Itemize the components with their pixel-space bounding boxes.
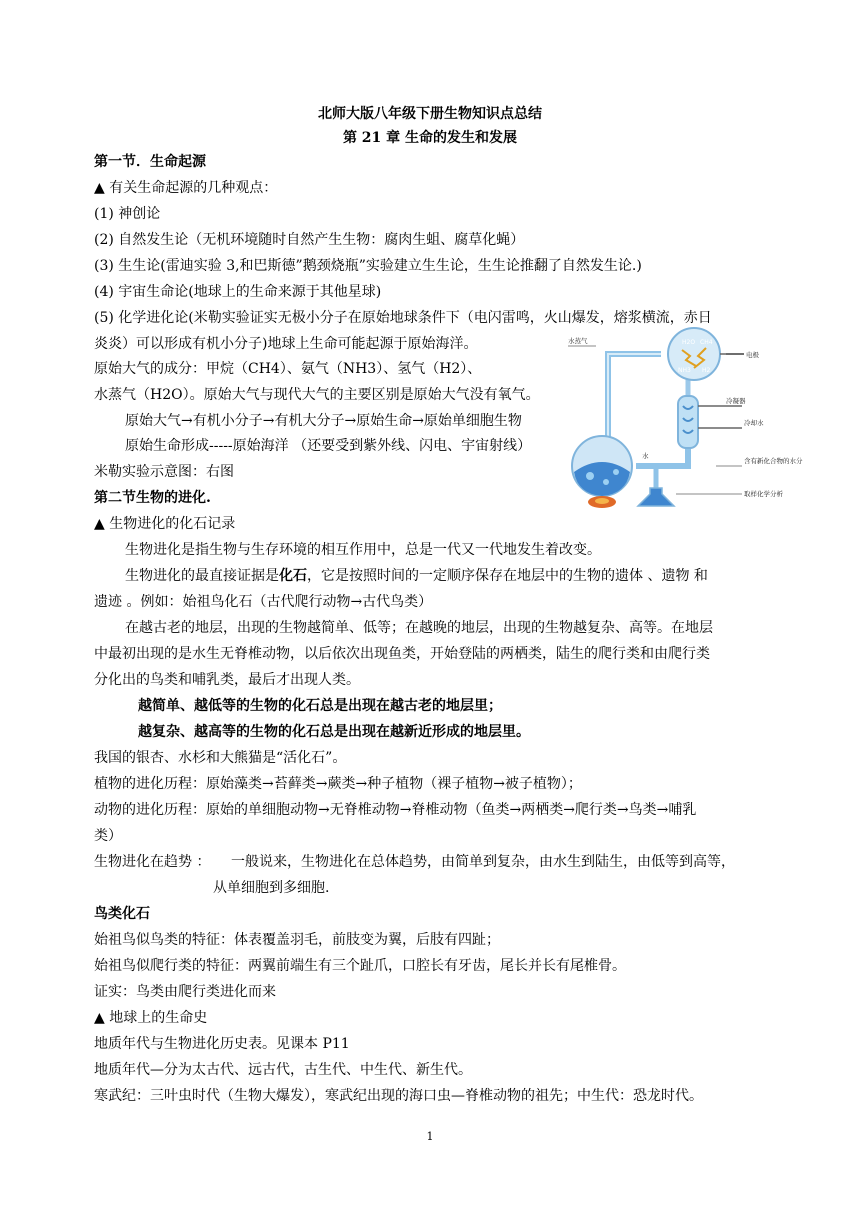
paragraph-text: 中最初出现的是水生无脊椎动物，以后依次出现鱼类，开始登陆的两栖类，陆生的爬行类和由爬行类: [94, 646, 710, 662]
trend-label: 生物进化在趋势 ：: [94, 854, 211, 870]
diagram-formula: CH4: [700, 339, 713, 346]
view-item: (2) 自然发生论（无机环境随时自然产生生物：腐肉生蛆、腐草化蝇）: [94, 232, 525, 248]
origin-chain: 原始大气→有机小分子→有机大分子→原始生命→原始单细胞生物: [125, 413, 522, 429]
diagram-formula: NH3: [678, 367, 691, 374]
paragraph-text: [125, 567, 708, 585]
miller-experiment-diagram: [566, 326, 803, 512]
history-text: 地质年代与生物进化历史表。见课本 P11: [94, 1036, 350, 1052]
diagram-label: 取样化学分析: [744, 490, 783, 498]
animal-evolution: 动物的进化历程：原始的单细胞动物→无脊椎动物→脊椎动物（鱼类→两栖类→爬行类→鸟类→哺乳: [94, 802, 697, 818]
paragraph-text: 在越古老的地层，出现的生物越简单、低等；在越晚的地层，出现的生物越复杂、高等。在地层: [125, 620, 713, 636]
view-item: 炎炎）可以形成有机小分子)地球上生命可能起源于原始海洋。: [94, 336, 478, 352]
diagram-label: 水: [642, 452, 649, 460]
origin-text: 原始生命形成-----原始海洋 （还要受到紫外线、闪电、宇宙射线）: [125, 438, 532, 454]
fossil-keyword: 化石: [279, 568, 307, 584]
chapter-title: 第 21 章 生命的发生和发展: [342, 130, 518, 146]
living-fossil-text: 我国的银杏、水杉和大熊猫是“活化石”。: [94, 750, 347, 766]
trend-text: 一般说来，生物进化在总体趋势，由简单到复杂，由水生到陆生，由低等到高等，: [231, 854, 735, 870]
view-item: (4) 宇宙生命论(地球上的生命来源于其他星球): [94, 284, 382, 300]
diagram-formula: H2: [702, 367, 711, 374]
section-heading: 第一节．生命起源: [94, 154, 206, 170]
text-run: 生物进化的最直接证据是: [125, 568, 279, 584]
view-item: (1) 神创论: [94, 206, 161, 222]
plant-evolution: 植物的进化历程：原始藻类→苔藓类→蕨类→种子植物（裸子植物→被子植物）；: [94, 776, 582, 792]
view-item: (3) 生生论(雷迪实验 3,和巴斯德”鹅颈烧瓶”实验建立生生论，生生论推翻了自然发生论.): [94, 258, 642, 274]
birds-text: 始祖鸟似鸟类的特征：体表覆盖羽毛，前肢变为翼，后肢有四趾；: [94, 932, 500, 948]
trend-text: 从单细胞到多细胞.: [213, 880, 330, 896]
history-text: 地质年代—分为太古代、远古代，古生代、中生代、新生代。: [94, 1062, 472, 1078]
paragraph-text: 遗迹 。例如：始祖鸟化石（古代爬行动物→古代鸟类）: [94, 594, 433, 610]
animal-evolution: 类）: [94, 828, 122, 844]
views-heading: ▲ 有关生命起源的几种观点：: [94, 180, 278, 196]
history-heading: ▲ 地球上的生命史: [94, 1010, 208, 1026]
diagram-formula: H2O: [682, 339, 696, 346]
diagram-label: 冷却水: [744, 419, 764, 427]
section-heading: 第二节生物的进化.: [94, 490, 211, 506]
birds-text: 证实：鸟类由爬行类进化而来: [94, 984, 276, 1000]
birds-text: 始祖鸟似爬行类的特征：两翼前端生有三个趾爪，口腔长有牙齿，尾长并长有尾椎骨。: [94, 958, 626, 974]
paragraph-text: 分化出的鸟类和哺乳类，最后才出现人类。: [94, 672, 360, 688]
fossil-heading: ▲ 生物进化的化石记录: [94, 516, 236, 532]
paragraph-text: 生物进化是指生物与生存环境的相互作用中，总是一代又一代地发生着改变。: [125, 542, 601, 558]
birds-heading: 鸟类化石: [94, 906, 150, 922]
history-text: 寒武纪：三叶虫时代（生物大爆发），寒武纪出现的海口虫—脊椎动物的祖先；中生代：恐龙时代。: [94, 1088, 703, 1104]
atmosphere-text: 原始大气的成分：甲烷（CH4）、氨气（NH3）、氢气（H2）、: [94, 361, 482, 377]
miller-text: 米勒实验示意图：右图: [94, 464, 234, 480]
bold-rule: 越简单、越低等的生物的化石总是出现在越古老的地层里；: [138, 698, 502, 714]
diagram-label: 水蒸气: [568, 337, 588, 345]
diagram-label: 电极: [746, 351, 759, 359]
diagram-label: 冷凝器: [726, 397, 746, 405]
bold-rule: 越复杂、越高等的生物的化石总是出现在越新近形成的地层里。: [138, 724, 530, 740]
atmosphere-text: 水蒸气（H2O）。原始大气与现代大气的主要区别是原始大气没有氧气。: [94, 387, 540, 403]
page-number: 1: [426, 1130, 434, 1143]
text-run: ，它是按照时间的一定顺序保存在地层中的生物的遗体 、遗物 和: [307, 568, 708, 584]
view-item: (5) 化学进化论(米勒实验证实无极小分子在原始地球条件下（电闪雷鸣，火山爆发，熔浆横流，赤日: [94, 310, 712, 326]
doc-title: 北师大版八年级下册生物知识点总结: [318, 106, 542, 122]
diagram-label: 含有新化合物的水分: [744, 457, 803, 465]
